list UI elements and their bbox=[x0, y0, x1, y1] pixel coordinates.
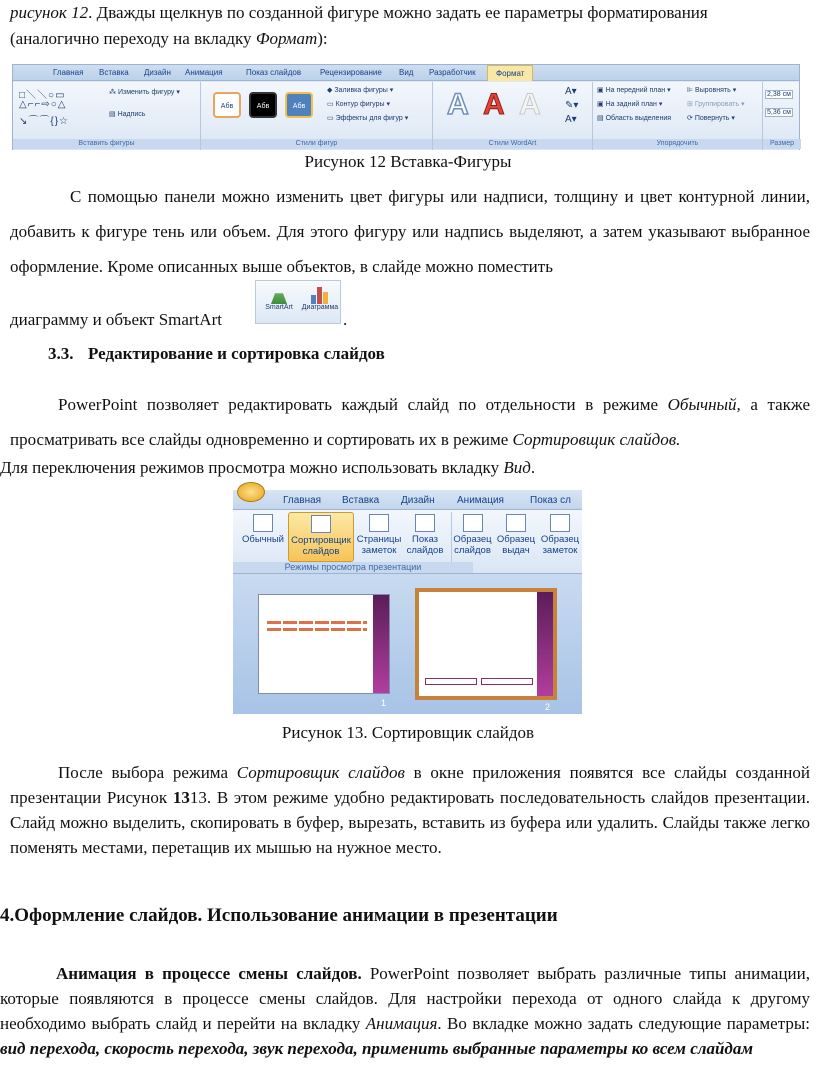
rotate-button[interactable]: ⟳ Повернуть ▾ bbox=[687, 115, 735, 122]
bar-chart-icon bbox=[310, 286, 330, 304]
width-input[interactable]: 5,36 см bbox=[767, 109, 791, 116]
ribbon-tabs bbox=[233, 490, 582, 510]
size-label: Размер bbox=[763, 139, 801, 149]
tab-home[interactable]: Главная bbox=[283, 495, 322, 506]
text-box-button[interactable]: ▤ Надпись bbox=[109, 111, 146, 118]
shape-style-sample[interactable]: Абв bbox=[249, 92, 277, 118]
notes-page-button[interactable]: Страницы заметок bbox=[355, 512, 403, 562]
tab-design[interactable]: Дизайн bbox=[144, 68, 171, 77]
chart-button[interactable]: Диаграмма bbox=[300, 284, 340, 322]
shapes-gallery-icon[interactable]: △⌐⌐⇨○△ bbox=[19, 99, 67, 110]
wordart-sample[interactable]: A bbox=[519, 88, 541, 121]
format-ribbon-figure bbox=[12, 64, 800, 150]
text-effects-icon[interactable]: A▾ bbox=[565, 114, 577, 125]
handout-master-icon bbox=[506, 514, 526, 532]
handout-master-button[interactable]: Образец выдач bbox=[495, 512, 537, 562]
selection-pane-button[interactable]: ▤ Область выделения bbox=[597, 115, 672, 122]
shape-outline-button[interactable]: ▭ Контур фигуры ▾ bbox=[327, 101, 390, 108]
ribbon-tabs bbox=[13, 65, 799, 81]
group-button[interactable]: ⊞ Группировать ▾ bbox=[687, 101, 745, 108]
tab-insert[interactable]: Вставка bbox=[99, 68, 129, 77]
slide-master-icon bbox=[463, 514, 483, 532]
normal-mode-ref: Обычный, bbox=[667, 395, 741, 414]
format-tab-ref: Формат bbox=[255, 29, 318, 48]
shape-effects-button[interactable]: ▭ Эффекты для фигур ▾ bbox=[327, 115, 409, 122]
shape-styles-group bbox=[201, 82, 433, 150]
shape-style-sample[interactable]: Абв bbox=[285, 92, 313, 118]
shape-fill-button[interactable]: ◆ Заливка фигуры ▾ bbox=[327, 87, 394, 94]
slide-sorter-figure bbox=[233, 490, 582, 714]
text-outline-icon[interactable]: ✎▾ bbox=[565, 100, 579, 111]
section-number: 3.3. bbox=[48, 344, 74, 363]
insert-shapes-label: Вставить фигуры bbox=[13, 139, 200, 149]
slide-sorter-area bbox=[233, 574, 582, 714]
intro-paragraph: рисунок 12. Дважды щелкнув по созданной фигуре можно задать ее параметры форматирования (аналогично переходу на вкладку Формат): bbox=[10, 3, 708, 48]
tab-developer[interactable]: Разработчик bbox=[429, 68, 476, 77]
arrange-group bbox=[593, 82, 763, 150]
tab-slideshow[interactable]: Показ слайдов bbox=[246, 68, 302, 77]
normal-view-button[interactable]: Обычный bbox=[239, 512, 287, 562]
size-group bbox=[763, 82, 801, 150]
slideshow-button[interactable]: Показ слайдов bbox=[405, 512, 445, 562]
shape-style-sample[interactable]: Абв bbox=[213, 92, 241, 118]
tab-view[interactable]: Вид bbox=[399, 68, 414, 77]
tab-slideshow[interactable]: Показ сл bbox=[530, 495, 571, 506]
paragraph-view-modes: PowerPoint позволяет редактировать каждый слайд по отдельности в режиме Обычный, а также просматривать все слайды одновременно и сортировать их в режиме Сортировщик слайдов. bbox=[10, 395, 810, 449]
notes-page-icon bbox=[369, 514, 389, 532]
figure12-caption: Рисунок 12 Вставка-Фигуры bbox=[304, 152, 512, 171]
slideshow-icon bbox=[415, 514, 435, 532]
wordart-group bbox=[433, 82, 593, 150]
animation-tab-ref: Анимация bbox=[365, 1014, 438, 1033]
tab-animation[interactable]: Анимация bbox=[457, 495, 504, 506]
smartart-icon bbox=[269, 286, 289, 304]
section-title: Редактирование и сортировка слайдов bbox=[88, 344, 385, 363]
figure13-caption: Рисунок 13. Сортировщик слайдов bbox=[281, 723, 535, 742]
wordart-label: Стили WordArt bbox=[433, 139, 592, 149]
tab-home[interactable]: Главная bbox=[53, 68, 84, 77]
slide-thumbnail[interactable] bbox=[258, 594, 390, 694]
animation-lead: Анимация в процессе смены слайдов. bbox=[56, 964, 362, 983]
transition-params: вид перехода, скорость перехода, звук перехода, применить выбранные параметры ко всем слайдам bbox=[0, 1039, 753, 1058]
change-shape-button[interactable]: ⁂ Изменить фигуру ▾ bbox=[109, 89, 180, 96]
notes-master-icon bbox=[550, 514, 570, 532]
sorter-mode-ref: Сортировщик слайдов bbox=[236, 763, 405, 782]
smartart-chart-buttons bbox=[255, 280, 341, 324]
section4-title: 4.Оформление слайдов. Использование анимации в презентации bbox=[0, 905, 558, 926]
smartart-button[interactable]: SmartArt bbox=[260, 284, 298, 322]
align-button[interactable]: ⊫ Выровнять ▾ bbox=[687, 87, 737, 94]
shapes-gallery-icon[interactable]: □＼＼○▭ bbox=[19, 90, 66, 101]
sorter-mode-ref: Сортировщик слайдов. bbox=[512, 430, 681, 449]
view-tab-ref: Вид bbox=[503, 458, 531, 477]
shape-styles-label: Стили фигур bbox=[201, 139, 432, 149]
paragraph-format-panel: С помощью панели можно изменить цвет фигуры или надписи, толщину и цвет контурной линии, добавить к фигуре тень или объем. Для этого фигуру или надпись выделяют, а затем указывают выбранное оформление. Кроме описанных выше объектов, в слайде можно поместить bbox=[10, 187, 810, 276]
slide-master-button[interactable]: Образец слайдов bbox=[451, 512, 493, 562]
notes-master-button[interactable]: Образец заметок bbox=[539, 512, 581, 562]
send-back-button[interactable]: ▣ На задний план ▾ bbox=[597, 101, 663, 108]
bring-front-button[interactable]: ▣ На передний план ▾ bbox=[597, 87, 671, 94]
view-modes-group-label: Режимы просмотра презентации bbox=[233, 562, 473, 573]
figure-ref: рисунок 12 bbox=[10, 3, 89, 22]
office-button-icon[interactable] bbox=[237, 482, 265, 502]
tab-review[interactable]: Рецензирование bbox=[320, 68, 382, 77]
tab-design[interactable]: Дизайн bbox=[401, 495, 435, 506]
arrange-label: Упорядочить bbox=[593, 139, 762, 149]
normal-view-icon bbox=[253, 514, 273, 532]
paragraph-view-tab-line: Для переключения режимов просмотра можно использовать вкладку Вид. bbox=[0, 458, 536, 477]
insert-shapes-group bbox=[13, 82, 201, 150]
slide-number: 1 bbox=[381, 698, 387, 708]
paragraph-animation: Анимация в процессе смены слайдов. PowerPoint позволяет выбрать различные типы анимации, которые появляются в процессе смены слайдов. Для настройки перехода от одного слайда к другому необходимо выбрать слайд и перейти на вкладку Анимация. Во вкладке можно задать следующие параметры: вид перехода, скорость перехода, звук перехода, применить выбранные параметры ко всем слайдам bbox=[0, 964, 810, 1058]
text-fill-icon[interactable]: A▾ bbox=[565, 86, 577, 97]
slide-sorter-button[interactable]: Сортировщик слайдов bbox=[288, 512, 354, 562]
figure-ref-bold: 13 bbox=[172, 788, 190, 807]
slide-thumbnail-selected[interactable] bbox=[415, 588, 557, 700]
tab-format[interactable]: Формат bbox=[487, 65, 533, 81]
slide-number: 2 bbox=[545, 702, 551, 712]
slide-sorter-icon bbox=[311, 515, 331, 533]
paragraph-sorter: После выбора режима Сортировщик слайдов в окне приложения появятся все слайды созданной презентации Рисунок 1313. В этом режиме удобно редактировать последовательность слайдов презентации. Слайд можно выделить, скопировать в буфер, вырезать, вставить из буфера или удалить. Слайды также легко поменять местами, перетащив их мышью на нужное место. bbox=[10, 763, 810, 857]
paragraph-smartart-line: диаграмму и объект SmartArt bbox=[10, 310, 222, 329]
wordart-sample[interactable]: A bbox=[447, 88, 469, 121]
height-input[interactable]: 2,38 см bbox=[767, 91, 791, 98]
wordart-sample[interactable]: A bbox=[483, 88, 505, 121]
tab-insert[interactable]: Вставка bbox=[342, 495, 380, 506]
shapes-gallery-icon[interactable]: ↘⌒⌒{}☆ bbox=[19, 116, 70, 127]
period: . bbox=[343, 310, 348, 329]
tab-animation[interactable]: Анимация bbox=[185, 68, 223, 77]
